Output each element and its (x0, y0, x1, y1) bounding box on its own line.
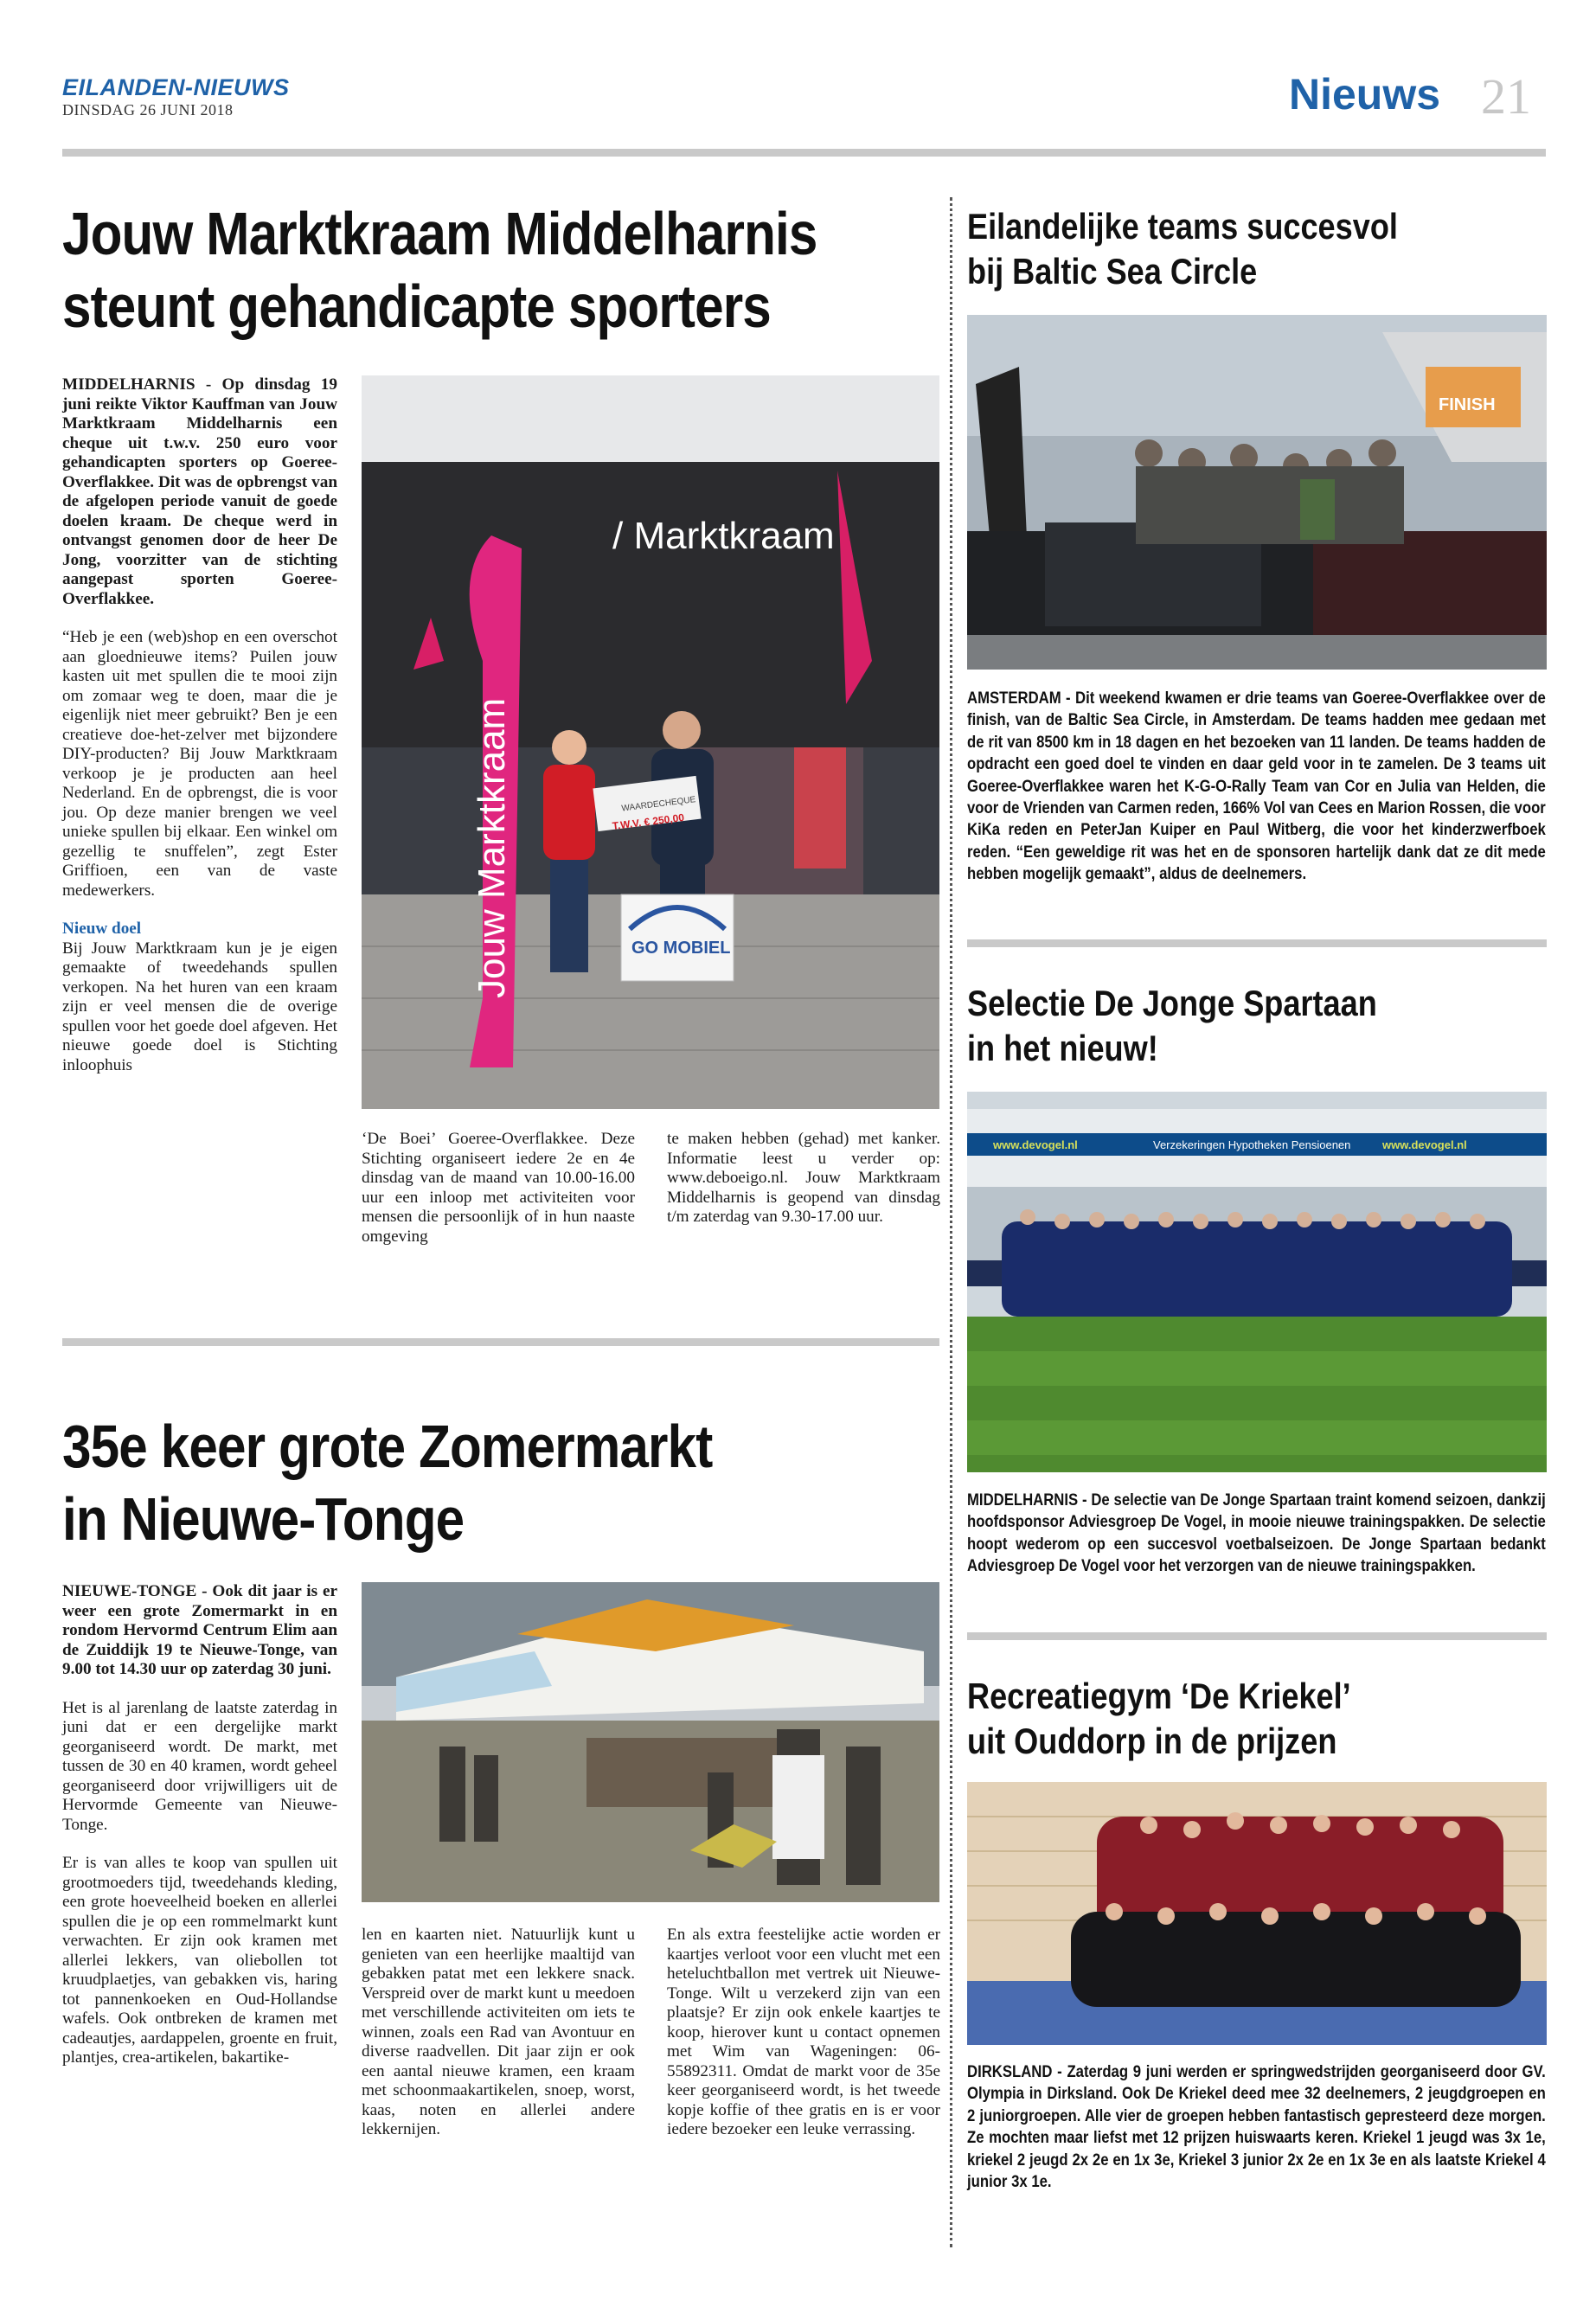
baltic-title-line2: bij Baltic Sea Circle (967, 251, 1258, 292)
zomermarkt-para1: Het is al jarenlang de laatste zaterdag in juni dat er een dergelijke markt georganiseerd wordt. De markt, met tussen de 30 en 40 kramen, wordt geheel georganiseerd door vrijwilligers uit de Hervormde Gemeente van Nieuwe-Tonge. (62, 1698, 337, 1834)
zomermarkt-para4: En als extra feestelijke actie worden er kaartjes verloot voor een vlucht met een heteluchtballon met vertrek uit Nieuwe-Tonge. Wilt u verzekerd zijn van een plaatsje? Er zijn ook enkele kaartjes te koop, hierover kunt u contact opnemen met Wim van Wageningen: 06-55892311. Omdat de markt voor de 35e keer georganiseerd wordt, is het tweede kopje koffie of thee gratis en is er voor iedere bezoeker een leuke verrassing. (667, 1926, 940, 2138)
header-rule (62, 149, 1546, 157)
kriekel-caption: DIRKSLAND - Zaterdag 9 juni werden er springwedstrijden georganiseerd door GV. Olympia in Dirksland. Ook De Kriekel deed mee 32 deelnemers, 2 jeugdgroepen en 2 juniorgroepen. Alle vier de groepen hebben fantastisch gepresteerd deze morgen. Ze mochten maar liefst met 12 prijzen huiswaarts keren. Kriekel 1 jeugd was 3x 1e, kriekel 2 jeugd 2x 2e en 1x 3e, Kriekel 3 junior 2x 2e en 1x 3e en als laatste Kriekel 4 junior 3x 1e. (967, 2063, 1546, 2192)
cheque-label: WAARDECHEQUE (620, 795, 696, 814)
main-article-rule (62, 1338, 939, 1346)
baltic-title-line1: Eilandelijke teams succesvol (967, 206, 1398, 247)
zomermarkt-para2: Er is van alles te koop van spullen uit grootmoeders tijd, tweedehands kleding, een grote hoeveelheid boeken en allerlei spullen die je op een rommelmarkt kunt verwachten. Er zijn ook kramen met allerlei lekkers, van oliebollen tot kruudplaetjes, van gebakken vis, haring tot pannenkoeken en Oud-Hollandse wafels. Ook ontbreken de kramen met cadeautjes, aardappelen, groente en fruit, plantjes, crea-artikelen, bakartike- (62, 1854, 337, 2067)
shop-sign-text: / Marktkraam (612, 515, 835, 557)
spartaan-title-line2: in het nieuw! (967, 1028, 1158, 1068)
zomermarkt-col1 (62, 1582, 337, 2068)
main-article-col3 (667, 1130, 940, 1227)
main-article-title (62, 197, 821, 343)
zomermarkt-para3: len en kaarten niet. Natuurlijk kunt u genieten van een heerlijke maaltijd van gebakken patat met een lekkere snack. Verspreid over de markt kunt u meedoen met verschillende activiteiten om iets te winnen, zoals een Rad van Avontuur en diverse raadvellen. Dit jaar zijn er ook een aantal nieuwe kramen, een kraam met schoonmaakartikelen, snoep, worst, kaas, noten en allerlei andere lekkernijen. (362, 1926, 635, 2138)
kriekel-title-line1: Recreatiegym ‘De Kriekel’ (967, 1676, 1351, 1716)
banner-text-2: Verzekeringen Hypotheken Pensioenen (1153, 1138, 1351, 1151)
main-article-col2 (362, 1130, 635, 1247)
flag-text: Jouw Marktkraam (471, 697, 513, 998)
zomermarkt-col3 (667, 1926, 940, 2140)
market-photo (362, 1582, 939, 1902)
zomermarkt-col2 (362, 1926, 635, 2140)
spartaan-title-line1: Selectie De Jonge Spartaan (967, 983, 1377, 1023)
baltic-rule (967, 939, 1547, 947)
section-title: Nieuws (1289, 70, 1441, 119)
shop-photo (362, 375, 939, 1109)
page-number: 21 (1481, 68, 1531, 125)
cheque-amount: T.W.V. € 250,00 (612, 811, 685, 833)
finish-text: FINISH (1439, 395, 1496, 414)
board-text: GO MOBIEL (631, 939, 731, 958)
kriekel-title (967, 1674, 1458, 1764)
main-para4: te maken hebben (gehad) met kanker. Informatie leest u verder op: www.deboeigo.nl. Jouw Marktkraam Middelharnis is geopend van dinsdag t/m zaterdag van 9.30-17.00 uur. (667, 1130, 940, 1226)
main-title-line2: steunt gehandicapte sporters (62, 272, 771, 340)
banner-text-3: www.devogel.nl (1382, 1138, 1467, 1151)
baltic-photo (967, 315, 1547, 670)
zomermarkt-title (62, 1410, 821, 1555)
zomermarkt-lead: NIEUWE-TONGE - Ook dit jaar is er weer een grote Zomermarkt in en rondom Hervormd Centrum Elim aan de Zuiddijk 19 te Nieuwe-Tonge, van 9.00 tot 14.30 uur op zaterdag 30 juni. (62, 1582, 337, 1678)
spartaan-photo (967, 1092, 1547, 1472)
spartaan-title (967, 981, 1458, 1071)
kriekel-photo (967, 1782, 1547, 2045)
zomermarkt-title-line1: 35e keer grote Zomermarkt (62, 1413, 713, 1480)
main-title-line1: Jouw Marktkraam Middelharnis (62, 200, 817, 267)
spartaan-rule (967, 1632, 1547, 1640)
spartaan-caption: MIDDELHARNIS - De selectie van De Jonge Spartaan traint komend seizoen, dankzij hoofdsponsor Adviesgroep De Vogel, in mooie nieuwe trainingspakken. De selectie hoopt wederom op een succesvol voetbalseizoen. De Jonge Spartaan bedankt Adviesgroep De Vogel voor het verzorgen van de nieuwe trainingspakken. (967, 1491, 1546, 1576)
masthead-logo: EILANDEN-NIEUWS (62, 74, 290, 100)
main-lead: MIDDELHARNIS - Op dinsdag 19 juni reikte Viktor Kauffman van Jouw Marktkraam Middelharnis een cheque uit t.w.v. 250 euro voor gehandicapten sporters op Goeree-Overflakkee. Dit was de opbrengst van de afgelopen periode vanuit de goede doelen kraam. De cheque werd in ontvangst genomen door de heer De Jong, voorzitter van de stichting aangepast sporten Goeree-Overflakkee. (62, 375, 337, 608)
masthead-date: DINSDAG 26 JUNI 2018 (62, 101, 234, 119)
banner-text-1: www.devogel.nl (993, 1138, 1078, 1151)
baltic-title (967, 204, 1458, 294)
main-article-col1 (62, 375, 337, 1075)
main-subhead: Nieuw doel (62, 920, 142, 938)
kriekel-title-line2: uit Ouddorp in de prijzen (967, 1721, 1337, 1761)
baltic-caption: AMSTERDAM - Dit weekend kwamen er drie teams van Goeree-Overflakkee over de finish, van de Baltic Sea Circle, in Amsterdam. De teams hadden mee gedaan met de rit van 8500 km in 18 dagen en het bezoeken van 11 landen. De teams hadden de opdracht een goed doel te vinden en daar geld voor in te zamelen. De 3 teams uit Goeree-Overflakkee waren het K-G-O-Rally Team van Cor en Julia van Helden, die voor de Vrienden van Carmen reden, 166% Vol van Cees en Marion Rossen, die voor KiKa reden en PeterJan Kuiper en Paul Witberg, die voor het kinderzwerfboek reden. “Een geweldige rit was het en de sponsoren hartelijk dank dat ze dit mede hebben mogelijk gemaakt”, aldus de deelnemers. (967, 689, 1546, 884)
main-para1: “Heb je een (web)shop en een overschot aan gloednieuwe items? Puilen jouw kasten uit met spullen die te mooi zijn om zomaar weg te doen, maar die je eigenlijk niet meer gebruikt? Ben je een creatieve doe-het-zelver met bijzondere DIY-producten? Bij Jouw Marktkraam verkoop je je producten aan heel Nederland. En de opbrengst, die is voor jou. Op deze manier brengen we veel unieke spullen bij elkaar. Een winkel om gezellig te snuffelen”, zegt Ester Griffioen, een van de vaste medewerkers. (62, 628, 337, 900)
column-divider (950, 197, 952, 2247)
main-para2: Bij Jouw Marktkraam kun je je eigen gemaakte of tweedehands spullen verkopen. Na het huren van een kraam zijn er veel mensen die de overige spullen voor het goede doel afgeven. Het nieuwe goede doel is Stichting inloophuis (62, 939, 337, 1074)
zomermarkt-title-line2: in Nieuwe-Tonge (62, 1485, 465, 1553)
main-para3: ‘De Boei’ Goeree-Overflakkee. Deze Stichting organiseert iedere 2e en 4e dinsdag van de maand van 10.00-16.00 uur een inloop met activiteiten voor mensen die persoonlijk of in hun naaste omgeving (362, 1130, 635, 1246)
